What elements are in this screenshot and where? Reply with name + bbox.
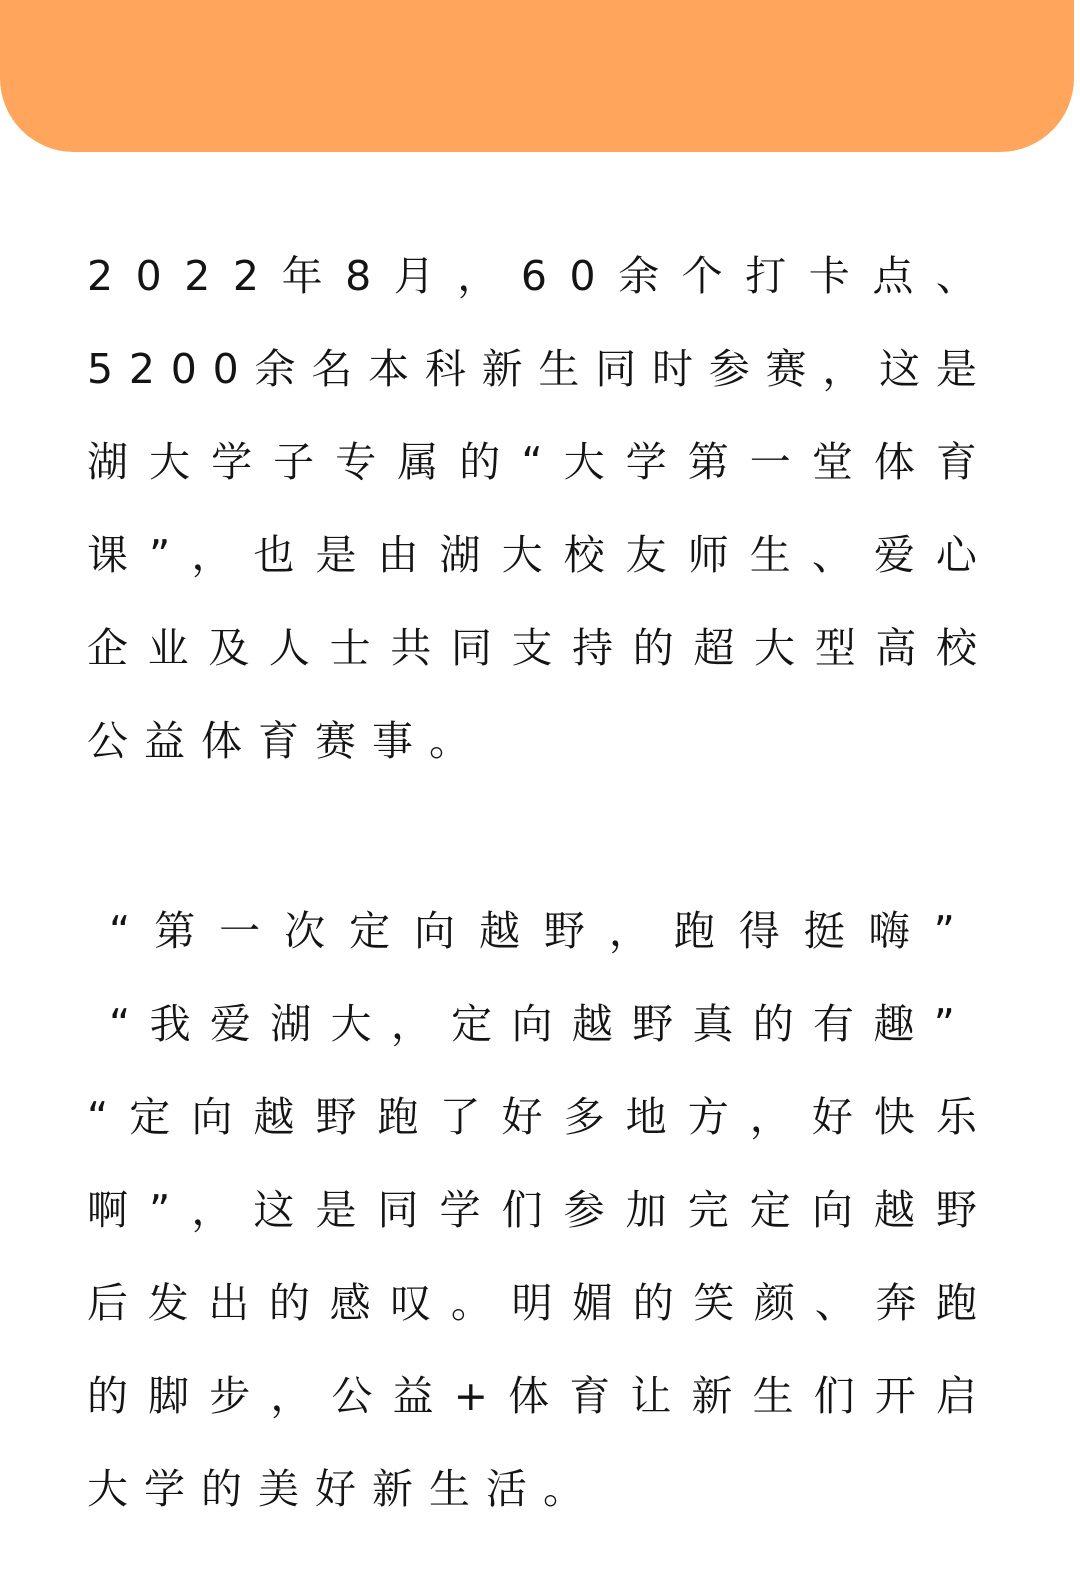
text-line: 5 2 0 0 余 名 本 科 新 生 同 时 参 赛 ， 这 是 [87,345,977,393]
quote-line: “ 我 爱 湖 大 ， 定 向 越 野 真 的 有 趣 ” [109,1000,955,1048]
header-banner [0,0,1074,152]
text-line: 公 益 体 育 赛 事 。 [87,717,470,765]
quote-line: “ 第 一 次 定 向 越 野 ， 跑 得 挺 嗨 ” [109,907,955,955]
text-line: “ 定 向 越 野 跑 了 好 多 地 方 ， 好 快 乐 [87,1093,977,1141]
text-line: 湖 大 学 子 专 属 的 “ 大 学 第 一 堂 体 育 [87,438,977,486]
paragraph-intro [87,230,977,788]
paragraph-quotes [87,885,977,1536]
text-line: 2 0 2 2 年 8 月 ， 6 0 余 个 打 卡 点 、 [87,252,977,300]
text-line: 啊 ” ， 这 是 同 学 们 参 加 完 定 向 越 野 [87,1186,977,1234]
page-right-edge [1074,0,1080,1577]
text-line: 的 脚 步 ， 公 益 + 体 育 让 新 生 们 开 启 [87,1372,977,1420]
text-line: 后 发 出 的 感 叹 。 明 媚 的 笑 颜 、 奔 跑 [87,1279,977,1327]
text-line: 大 学 的 美 好 新 生 活 。 [87,1465,584,1513]
text-line: 企 业 及 人 士 共 同 支 持 的 超 大 型 高 校 [87,624,977,672]
text-line: 课 ” ， 也 是 由 湖 大 校 友 师 生 、 爱 心 [87,531,977,579]
